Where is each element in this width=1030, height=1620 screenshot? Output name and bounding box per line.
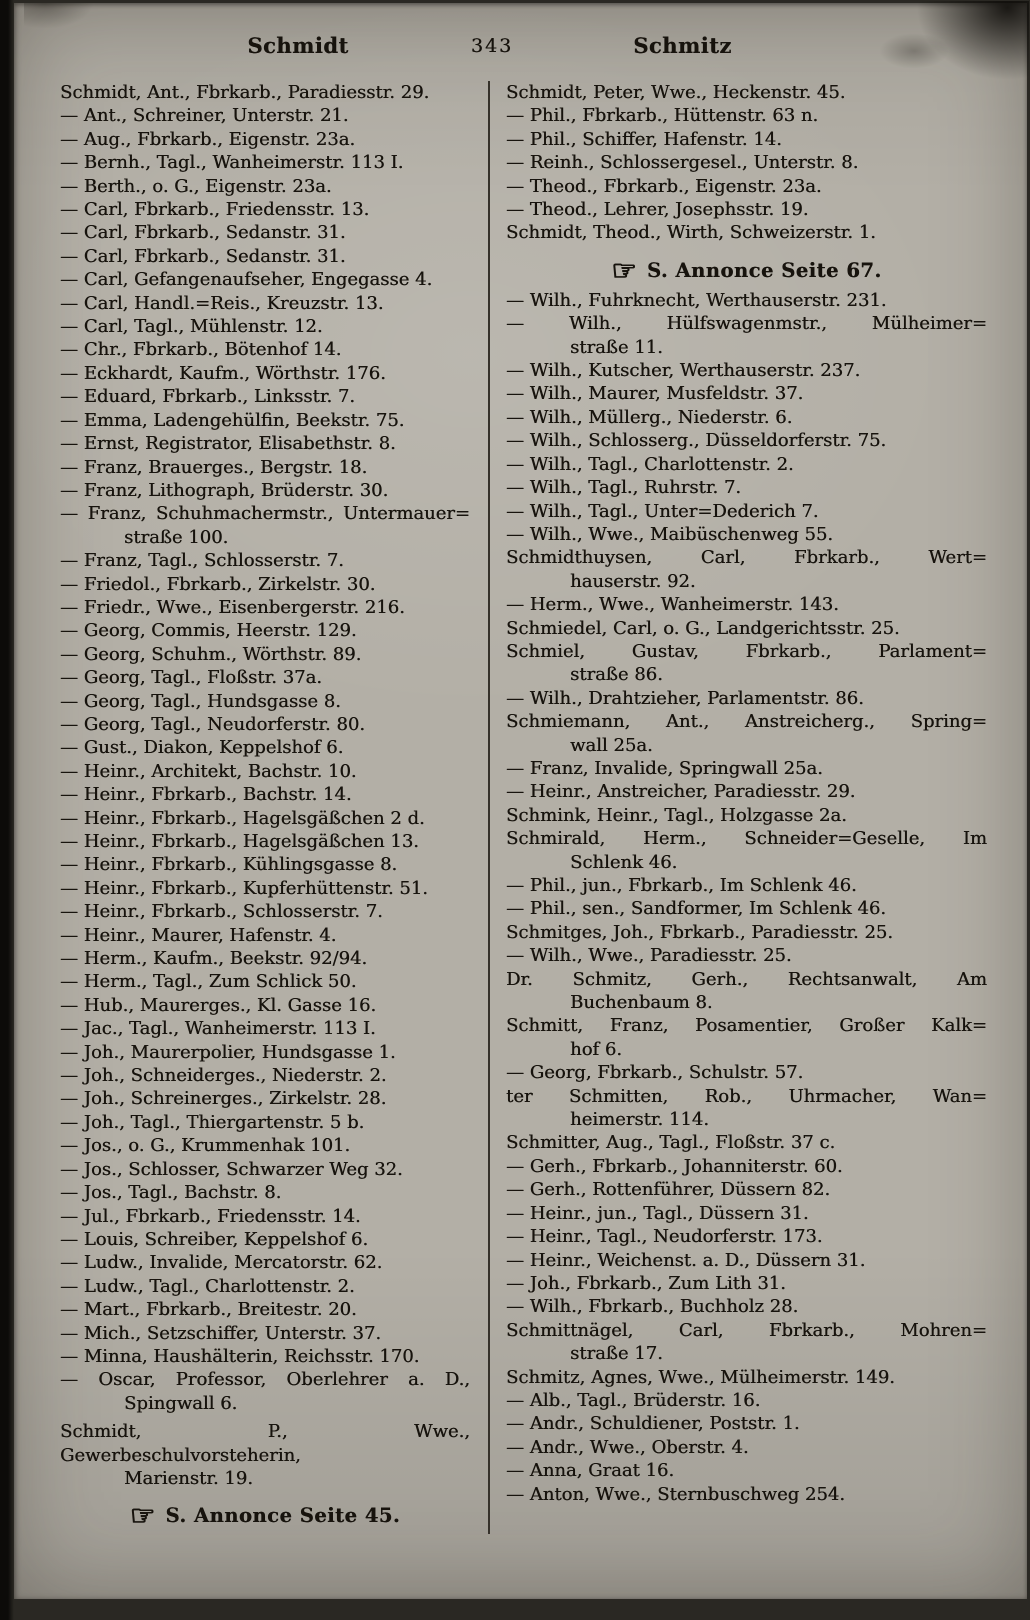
entry-line: — Heinr., Fbrkarb., Kühlingsgasse 8. [60,854,398,876]
entry-line: — Berth., o. G., Eigenstr. 23a. [60,175,332,197]
entry-line: — Eduard, Fbrkarb., Linksstr. 7. [60,386,355,408]
entry-continuation-line: Spingwall 6. [124,1392,238,1414]
directory-entry [506,151,987,174]
entry-line: — Wilh., Hülfswagenmstr., Mülheimer= [506,313,987,335]
directory-entry [60,900,470,923]
entry-line: Dr. Schmitz, Gerh., Rechtsanwalt, Am [506,968,987,990]
directory-entry [506,640,987,687]
directory-entry [506,897,987,920]
entry-line: — Gerh., Fbrkarb., Johanniterstr. 60. [506,1155,843,1177]
entry-line: — Ant., Schreiner, Unterstr. 21. [60,105,349,127]
entry-continuation-line: heimerstr. 114. [570,1109,709,1131]
directory-entry [60,175,470,198]
directory-entry [60,1111,470,1134]
entry-line: — Theod., Fbrkarb., Eigenstr. 23a. [506,175,822,197]
entry-line: — Louis, Schreiber, Keppelshof 6. [60,1228,369,1250]
entry-line: — Andr., Wwe., Oberstr. 4. [506,1436,749,1458]
paper-stain [24,3,94,29]
entry-line: Schmiedel, Carl, o. G., Landgerichtsstr. 25. [506,617,900,639]
entry-line: — Joh., Fbrkarb., Zum Lith 31. [506,1272,786,1294]
directory-entry [506,429,987,452]
entry-line: — Heinr., Fbrkarb., Hagelsgäßchen 13. [60,831,419,852]
directory-entry [506,1061,987,1084]
directory-entry [60,1322,470,1345]
directory-entry [506,1436,987,1459]
entry-line: — Franz, Lithograph, Brüderstr. 30. [60,479,389,501]
directory-entry [506,175,987,198]
directory-entry [60,409,470,432]
directory-entry [60,666,470,689]
directory-entry [60,1017,470,1040]
entry-continuation-line: hauserstr. 92. [570,570,696,592]
directory-entry [60,783,470,806]
directory-entry [60,1298,470,1321]
entry-line: — Chr., Fbrkarb., Bötenhof 14. [60,339,342,361]
directory-entry [506,81,987,104]
entry-line: — Georg, Tagl., Hundsgasse 8. [60,690,341,712]
directory-entry [60,151,470,174]
entry-line: — Heinr., Fbrkarb., Schlosserstr. 7. [60,901,383,923]
directory-entry [506,382,987,405]
entry-line: — Oscar, Professor, Oberlehrer a. D., [60,1369,470,1391]
entry-line: — Carl, Gefangenaufseher, Engegasse 4. [60,269,433,291]
entry-line: — Wilh., Tagl., Charlottenstr. 2. [506,453,794,475]
annonce-reference [60,1499,470,1533]
directory-entry [506,476,987,499]
entry-line: Schmitter, Aug., Tagl., Floßstr. 37 c. [506,1132,836,1154]
entry-line: — Anton, Wwe., Sternbuschweg 254. [506,1483,845,1505]
entry-line: — Heinr., Maurer, Hafenstr. 4. [60,924,337,946]
directory-entry [506,221,987,244]
entry-continuation-line: straße 11. [570,336,663,358]
entry-line: — Herm., Kaufm., Beekstr. 92/94. [60,948,368,970]
entry-line: — Carl, Handl.=Reis., Kreuzstr. 13. [60,292,384,314]
entry-line: — Herm., Tagl., Zum Schlick 50. [60,971,357,993]
entry-line: — Gerh., Rottenführer, Düssern 82. [506,1179,831,1201]
directory-entry [506,1272,987,1295]
directory-entry [60,1368,470,1415]
entry-line: — Heinr., Architekt, Bachstr. 10. [60,760,357,782]
directory-entry [506,804,987,827]
entry-line: — Heinr., jun., Tagl., Düssern 31. [506,1202,809,1224]
directory-entry [506,687,987,710]
entry-line: — Georg, Fbrkarb., Schulstr. 57. [506,1062,804,1084]
entry-line: Schmidt, P., Wwe., Gewerbeschulvorsteherin, [60,1421,470,1466]
entry-continuation-line: straße 100. [124,526,229,548]
directory-entry [60,1228,470,1251]
directory-entry [60,736,470,759]
directory-entry [506,874,987,897]
directory-entry [506,968,987,1015]
directory-entry [506,289,987,312]
entry-line: — Joh., Schreinerges., Zirkelstr. 28. [60,1088,387,1110]
right-column [490,81,987,1534]
entry-line: — Jos., Schlosser, Schwarzer Weg 32. [60,1158,403,1180]
entry-continuation-line: straße 86. [570,664,663,686]
entry-line: — Phil., jun., Fbrkarb., Im Schlenk 46. [506,875,857,896]
entry-line: — Heinr., Weichenst. a. D., Düssern 31. [506,1249,866,1271]
entry-line: — Phil., Fbrkarb., Hüttenstr. 63 n. [506,105,819,127]
directory-entry [506,944,987,967]
entry-line: — Jos., o. G., Krummenhak 101. [60,1135,351,1157]
entry-line: — Theod., Lehrer, Josephsstr. 19. [506,199,809,221]
entry-line: Schmiemann, Ant., Anstreicherg., Spring= [506,711,987,733]
directory-entry [60,619,470,642]
entry-line: — Joh., Schneiderges., Niederstr. 2. [60,1065,387,1087]
directory-entry [506,1131,987,1154]
directory-entry [60,1134,470,1157]
entry-line: Schmitges, Joh., Fbrkarb., Paradiesstr. 25. [506,921,893,943]
entry-line: — Jos., Tagl., Bachstr. 8. [60,1182,282,1204]
entry-line: Schmiel, Gustav, Fbrkarb., Parlament= [506,640,987,662]
directory-entry [506,1366,987,1389]
entry-line: — Wilh., Maurer, Musfeldstr. 37. [506,383,804,405]
directory-entry [506,827,987,874]
entry-continuation-line: straße 17. [570,1343,663,1365]
entry-line: — Heinr., Anstreicher, Paradiesstr. 29. [506,781,856,803]
directory-entry [60,970,470,993]
entry-continuation-line: Buchenbaum 8. [570,992,713,1014]
directory-entry [60,853,470,876]
directory-entry [506,593,987,616]
directory-entry [60,456,470,479]
directory-entry [60,362,470,385]
entry-line: — Anna, Graat 16. [506,1460,675,1482]
entry-line: Schmink, Heinr., Tagl., Holzgasse 2a. [506,804,847,826]
directory-entry [60,1205,470,1228]
entry-line: — Mich., Setzschiffer, Unterstr. 37. [60,1322,382,1344]
entry-line: — Bernh., Tagl., Wanheimerstr. 113 I. [60,152,404,174]
directory-entry [60,549,470,572]
directory-entry [60,1275,470,1298]
entry-line: — Andr., Schuldiener, Poststr. 1. [506,1413,800,1435]
directory-entry [506,921,987,944]
entry-line: — Heinr., Fbrkarb., Kupferhüttenstr. 51. [60,877,428,899]
entry-line: — Aug., Fbrkarb., Eigenstr. 23a. [60,128,356,150]
directory-entry [506,757,987,780]
entry-line: — Carl, Fbrkarb., Sedanstr. 31. [60,245,346,267]
page-number: 343 [470,35,514,57]
directory-entry [60,947,470,970]
directory-entry [60,807,470,830]
entry-continuation-line: wall 25a. [570,734,653,756]
directory-entry [60,198,470,221]
directory-entry [60,385,470,408]
entry-line: — Wilh., Wwe., Maibüschenweg 55. [506,523,834,545]
entry-line: Schmidthuysen, Carl, Fbrkarb., Wert= [506,547,987,569]
header-keyword-left: Schmidt [247,33,349,58]
entry-line: — Phil., Schiffer, Hafenstr. 14. [506,128,782,150]
directory-entry [506,1178,987,1201]
directory-entry [506,1202,987,1225]
directory-entry [506,710,987,757]
entry-line: — Georg, Schuhm., Wörthstr. 89. [60,643,362,665]
directory-entry [506,1014,987,1061]
directory-entry [506,1319,987,1366]
directory-entry [506,1389,987,1412]
manicule-icon: ☞ [129,1499,156,1533]
entry-line: — Georg, Commis, Heerstr. 129. [60,620,357,642]
entry-line: — Jul., Fbrkarb., Friedensstr. 14. [60,1205,361,1227]
directory-entry [506,1295,987,1318]
directory-entry [506,1225,987,1248]
directory-entry [60,643,470,666]
entry-line: — Carl, Fbrkarb., Friedensstr. 13. [60,199,370,221]
entry-line: — Franz, Invalide, Springwall 25a. [506,757,823,779]
directory-entry [60,1064,470,1087]
entry-line: — Herm., Wwe., Wanheimerstr. 143. [506,594,839,616]
annonce-text: S. Annonce Seite 67. [646,258,882,282]
entry-line: — Ludw., Tagl., Charlottenstr. 2. [60,1275,355,1297]
entry-continuation-line: Marienstr. 19. [124,1467,253,1489]
directory-entry [60,994,470,1017]
entry-line: Schmidt, Theod., Wirth, Schweizerstr. 1. [506,222,876,244]
directory-entry [60,596,470,619]
header-keyword-right: Schmitz [633,33,732,58]
directory-entry [506,523,987,546]
entry-line: — Wilh., Tagl., Unter=Dederich 7. [506,500,819,522]
directory-entry [60,221,470,244]
directory-entry [60,1087,470,1110]
entry-line: — Heinr., Fbrkarb., Hagelsgäßchen 2 d. [60,807,425,829]
entry-line: — Carl, Tagl., Mühlenstr. 12. [60,316,323,338]
directory-entry [506,780,987,803]
directory-entry [60,245,470,268]
entry-line: — Wilh., Wwe., Paradiesstr. 25. [506,945,792,967]
directory-entry [60,338,470,361]
directory-entry [60,1345,470,1368]
entry-line: — Minna, Haushälterin, Reichsstr. 170. [60,1345,420,1367]
directory-entry [60,1251,470,1274]
directory-entry [506,1249,987,1272]
annonce-reference [506,253,987,287]
entry-line: — Alb., Tagl., Brüderstr. 16. [506,1389,761,1411]
two-column-body [60,81,987,1534]
entry-line: Schmidt, Ant., Fbrkarb., Paradiesstr. 29. [60,82,430,103]
entry-line: — Ludw., Invalide, Mercatorstr. 62. [60,1252,383,1274]
directory-entry [506,617,987,640]
left-column [60,81,488,1534]
page-header [60,33,987,59]
entry-line: — Joh., Maurerpolier, Hundsgasse 1. [60,1041,396,1063]
directory-entry [506,1412,987,1435]
entry-line: — Joh., Tagl., Thiergartenstr. 5 b. [60,1111,365,1133]
directory-entry [506,406,987,429]
directory-entry [60,1041,470,1064]
entry-line: — Ernst, Registrator, Elisabethstr. 8. [60,433,396,455]
entry-line: — Wilh., Drahtzieher, Parlamentstr. 86. [506,687,864,709]
directory-entry [60,432,470,455]
entry-line: — Mart., Fbrkarb., Breitestr. 20. [60,1299,357,1321]
directory-page [14,3,1027,1599]
directory-entry [506,1483,987,1506]
entry-continuation-line: Schlenk 46. [570,851,678,873]
directory-entry [506,104,987,127]
entry-line: — Friedr., Wwe., Eisenbergerstr. 216. [60,596,405,618]
directory-entry [60,479,470,502]
entry-continuation-line: hof 6. [570,1038,622,1060]
directory-entry [506,1155,987,1178]
directory-entry [60,760,470,783]
directory-entry [60,502,470,549]
entry-line: — Wilh., Kutscher, Werthauserstr. 237. [506,360,861,382]
entry-line: — Heinr., Tagl., Neudorferstr. 173. [506,1226,823,1248]
entry-line: — Phil., sen., Sandformer, Im Schlenk 46. [506,898,886,920]
directory-entry [60,877,470,900]
entry-line: — Georg, Tagl., Neudorferstr. 80. [60,713,365,735]
directory-entry [60,268,470,291]
manicule-icon: ☞ [611,253,637,287]
directory-entry [60,830,470,853]
directory-entry [60,1420,470,1490]
entry-line: — Wilh., Schlosserg., Düsseldorferstr. 75. [506,430,887,452]
entry-line: — Friedol., Fbrkarb., Zirkelstr. 30. [60,573,376,595]
directory-entry [60,713,470,736]
entry-line: — Emma, Ladengehülfin, Beekstr. 75. [60,409,405,431]
directory-entry [60,81,470,104]
entry-line: ter Schmitten, Rob., Uhrmacher, Wan= [506,1085,987,1107]
entry-line: — Wilh., Müllerg., Niederstr. 6. [506,406,793,428]
entry-line: — Franz, Brauerges., Bergstr. 18. [60,456,368,478]
directory-entry [60,924,470,947]
entry-line: — Carl, Fbrkarb., Sedanstr. 31. [60,222,346,244]
directory-entry [506,359,987,382]
entry-line: — Hub., Maurerges., Kl. Gasse 16. [60,994,377,1016]
entry-line: — Franz, Schuhmachermstr., Untermauer= [60,503,470,525]
entry-line: — Georg, Tagl., Floßstr. 37a. [60,667,322,689]
entry-line: Schmittnägel, Carl, Fbrkarb., Mohren= [506,1319,987,1341]
directory-entry [506,1085,987,1132]
directory-entry [60,1181,470,1204]
entry-line: — Gust., Diakon, Keppelshof 6. [60,737,344,759]
entry-line: Schmirald, Herm., Schneider=Geselle, Im [506,828,987,850]
directory-entry [506,198,987,221]
directory-entry [506,1459,987,1482]
directory-entry [506,128,987,151]
directory-entry [506,500,987,523]
entry-line: — Reinh., Schlossergesel., Unterstr. 8. [506,152,859,174]
entry-line: — Wilh., Fuhrknecht, Werthauserstr. 231. [506,289,887,311]
directory-entry [60,1158,470,1181]
entry-line: — Jac., Tagl., Wanheimerstr. 113 I. [60,1018,376,1040]
directory-entry [60,315,470,338]
entry-line: — Wilh., Fbrkarb., Buchholz 28. [506,1296,799,1318]
directory-entry [60,573,470,596]
entry-line: Schmidt, Peter, Wwe., Heckenstr. 45. [506,82,846,103]
directory-entry [60,128,470,151]
annonce-text: S. Annonce Seite 45. [165,1504,401,1528]
directory-entry [60,690,470,713]
directory-entry [60,104,470,127]
entry-line: Schmitz, Agnes, Wwe., Mülheimerstr. 149. [506,1366,895,1388]
entry-line: — Heinr., Fbrkarb., Bachstr. 14. [60,784,352,806]
directory-entry [506,546,987,593]
directory-entry [506,312,987,359]
entry-line: Schmitt, Franz, Posamentier, Großer Kalk= [506,1015,987,1037]
directory-entry [506,453,987,476]
directory-entry [60,292,470,315]
entry-line: — Franz, Tagl., Schlosserstr. 7. [60,550,344,572]
entry-line: — Wilh., Tagl., Ruhrstr. 7. [506,477,742,499]
entry-line: — Eckhardt, Kaufm., Wörthstr. 176. [60,362,386,384]
